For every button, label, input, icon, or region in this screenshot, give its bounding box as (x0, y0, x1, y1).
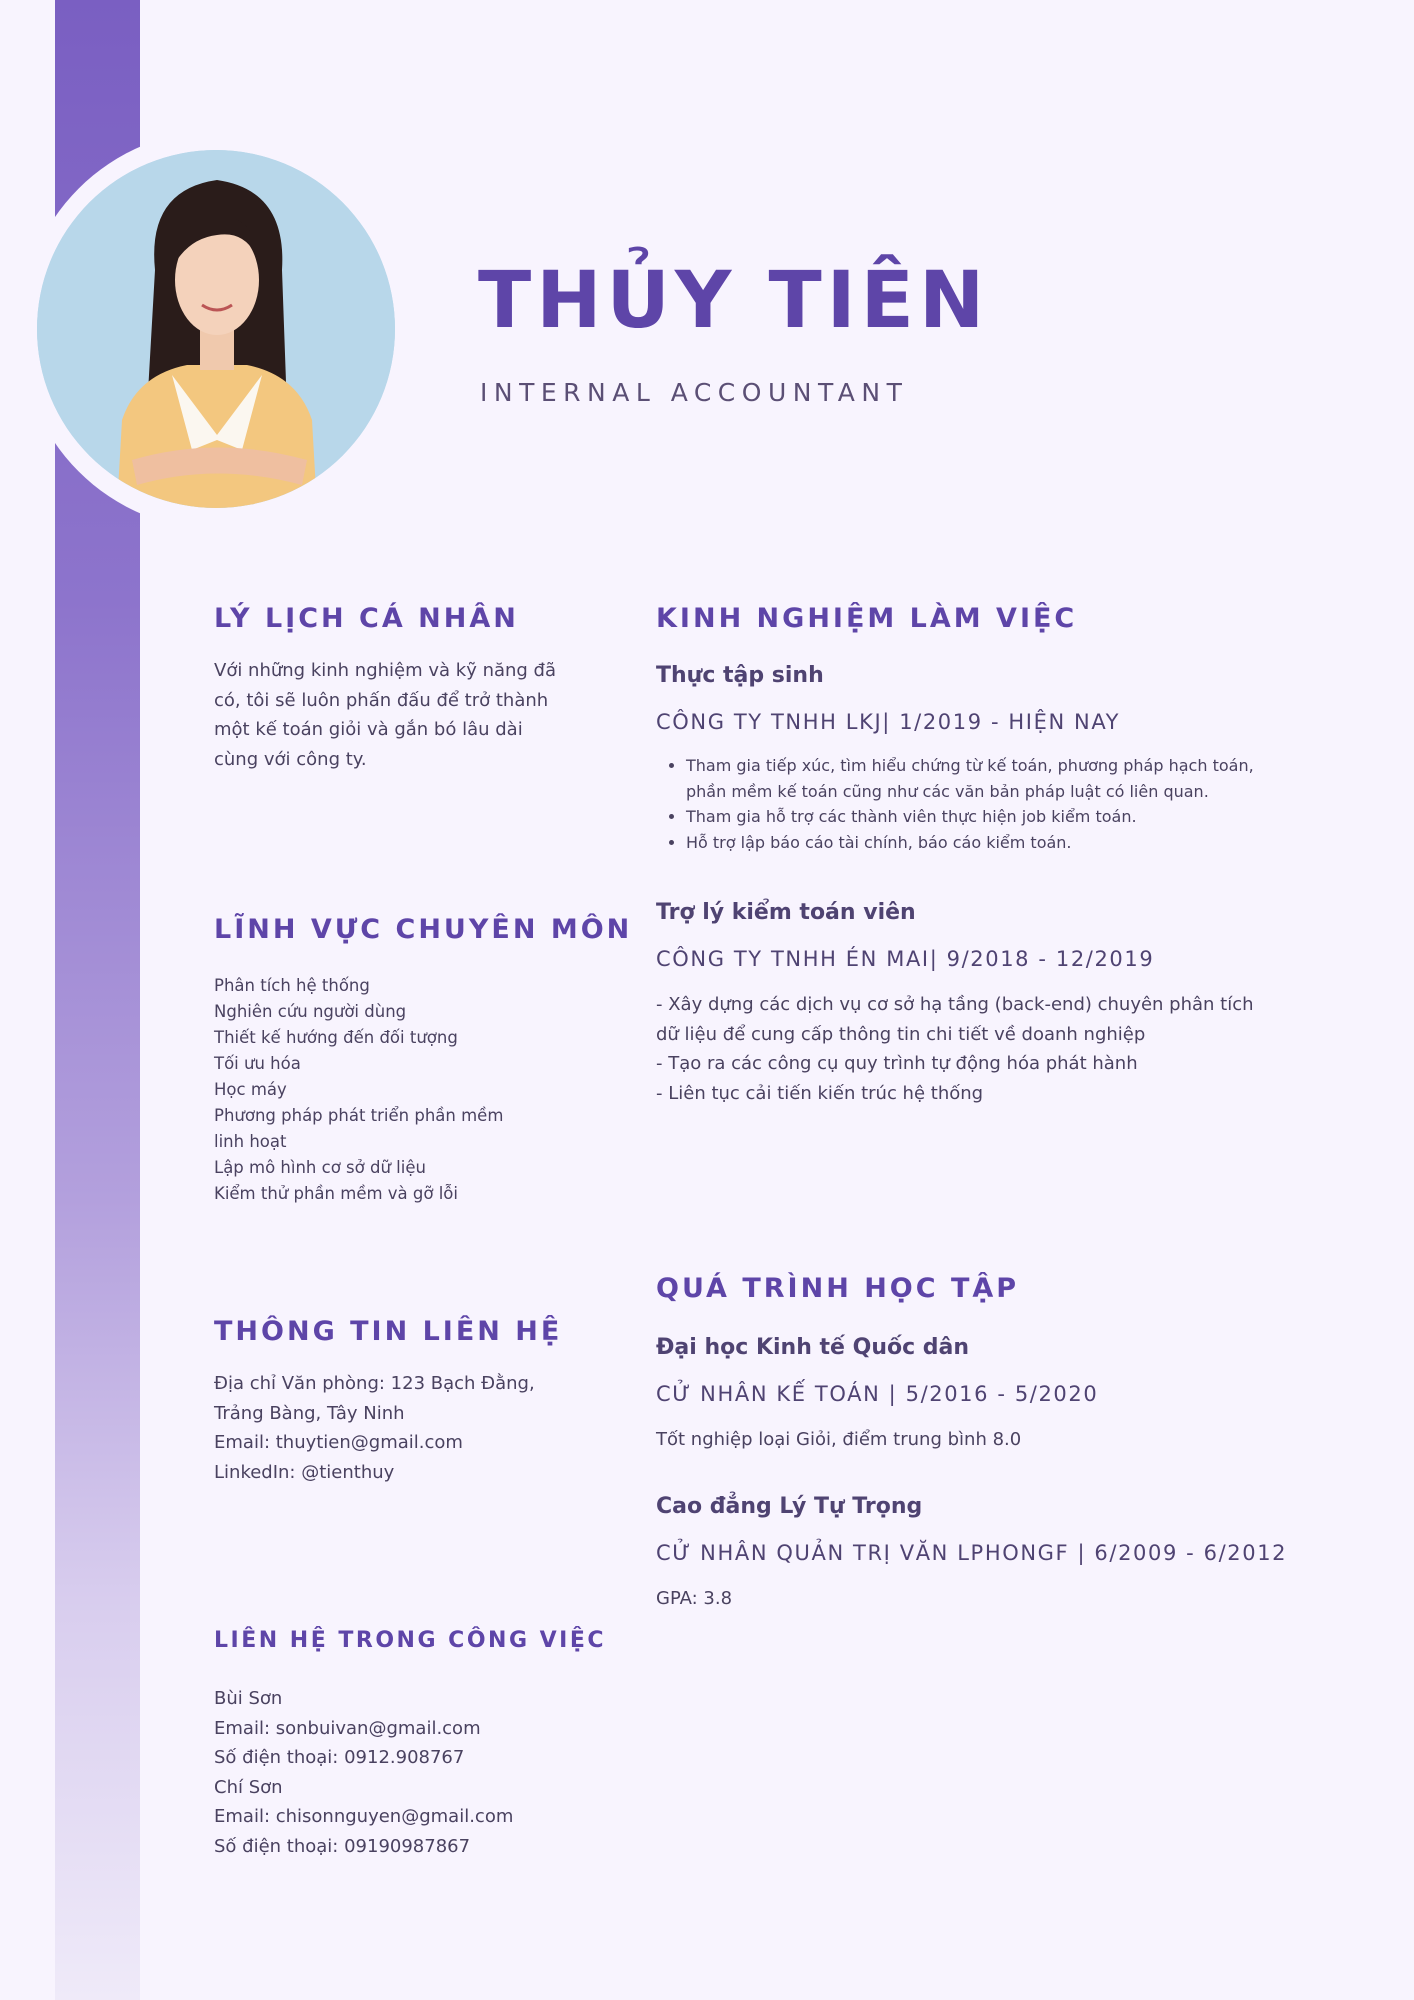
experience-heading: KINH NGHIỆM LÀM VIỆC (656, 603, 1078, 634)
profile-line: một kế toán giỏi và gắn bó lâu dài (214, 719, 523, 740)
school-2-note: GPA: 3.8 (656, 1588, 733, 1609)
job-1-title: Thực tập sinh (656, 663, 824, 688)
skill-item: Kiểm thử phần mềm và gỡ lỗi (214, 1184, 458, 1203)
reference-phone: Số điện thoại: 09190987867 (214, 1835, 471, 1857)
duty-line: - Tạo ra các công cụ quy trình tự động hóa phát hành (656, 1053, 1138, 1074)
school-2-degree: CỬ NHÂN QUẢN TRỊ VĂN LPHONGF | 6/2009 - 6/2012 (656, 1541, 1288, 1565)
contact-email: Email: thuytien@gmail.com (214, 1432, 463, 1453)
profile-text (214, 656, 556, 774)
candidate-name: THỦY TIÊN (478, 256, 990, 346)
profile-heading: LÝ LỊCH CÁ NHÂN (214, 603, 519, 634)
profile-photo (37, 150, 395, 508)
expertise-heading: LĨNH VỰC CHUYÊN MÔN (214, 914, 633, 945)
duty-item: • Tham gia hỗ trợ các thành viên thực hiện job kiểm toán. (686, 804, 1326, 830)
contact-address-line: Trảng Bàng, Tây Ninh (214, 1402, 405, 1424)
job-title: INTERNAL ACCOUNTANT (480, 378, 909, 407)
job-2-title: Trợ lý kiểm toán viên (656, 900, 916, 925)
job-1-company: CÔNG TY TNHH LKJ| 1/2019 - HIỆN NAY (656, 710, 1121, 734)
skill-item: Nghiên cứu người dùng (214, 1002, 407, 1021)
duty-item: • Hỗ trợ lập báo cáo tài chính, báo cáo kiểm toán. (686, 830, 1326, 856)
job-2-duties (656, 990, 1254, 1108)
profile-line: cùng với công ty. (214, 748, 367, 770)
contact-linkedin: LinkedIn: @tienthuy (214, 1461, 395, 1483)
skill-item: Phân tích hệ thống (214, 976, 370, 995)
references-heading: LIÊN HỆ TRONG CÔNG VIỆC (214, 1628, 607, 1653)
profile-line: có, tôi sẽ luôn phấn đấu để trở thành (214, 689, 549, 711)
skill-item: Phương pháp phát triển phần mềm (214, 1106, 504, 1125)
duty-line: dữ liệu để cung cấp thông tin chi tiết về doanh nghiệp (656, 1023, 1146, 1045)
profile-line: Với những kinh nghiệm và kỹ năng đã (214, 660, 557, 681)
school-1-name: Đại học Kinh tế Quốc dân (656, 1335, 970, 1360)
contact-heading: THÔNG TIN LIÊN HỆ (214, 1316, 563, 1347)
skill-item: Học máy (214, 1080, 287, 1099)
expertise-list (214, 973, 503, 1207)
reference-name: Chí Sơn (214, 1776, 283, 1798)
school-2-name: Cao đẳng Lý Tự Trọng (656, 1494, 923, 1519)
education-heading: QUÁ TRÌNH HỌC TẬP (656, 1273, 1020, 1304)
reference-email: Email: sonbuivan@gmail.com (214, 1717, 481, 1739)
duty-line: - Liên tục cải tiến kiến trúc hệ thống (656, 1082, 984, 1104)
skill-item: linh hoạt (214, 1132, 287, 1151)
reference-email: Email: chisonnguyen@gmail.com (214, 1806, 514, 1827)
skill-item: Lập mô hình cơ sở dữ liệu (214, 1158, 426, 1177)
reference-phone: Số điện thoại: 0912.908767 (214, 1747, 465, 1768)
duty-line: - Xây dựng các dịch vụ cơ sở hạ tầng (back-end) chuyên phân tích (656, 994, 1254, 1015)
skill-item: Thiết kế hướng đến đối tượng (214, 1028, 458, 1047)
school-1-degree: CỬ NHÂN KẾ TOÁN | 5/2016 - 5/2020 (656, 1382, 1099, 1406)
skill-item: Tối ưu hóa (214, 1054, 301, 1073)
contact-address-line: Địa chỉ Văn phòng: 123 Bạch Đằng, (214, 1373, 535, 1394)
job-2-company: CÔNG TY TNHH ÉN MAI| 9/2018 - 12/2019 (656, 947, 1155, 971)
contact-info (214, 1369, 535, 1487)
job-1-duties (656, 753, 1326, 855)
references-info (214, 1684, 513, 1861)
duty-item: • Tham gia tiếp xúc, tìm hiểu chứng từ kế toán, phương pháp hạch toán, phần mềm kế toán cũng như các văn bản pháp luật có liên quan. (686, 753, 1326, 804)
reference-name: Bùi Sơn (214, 1688, 283, 1709)
school-1-note: Tốt nghiệp loại Giỏi, điểm trung bình 8.0 (656, 1429, 1022, 1450)
